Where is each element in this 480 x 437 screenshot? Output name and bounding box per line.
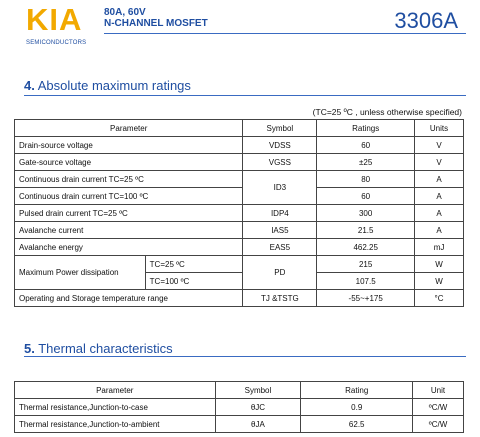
- symbol-cell: VDSS: [243, 137, 317, 154]
- value-cell: 60: [317, 137, 415, 154]
- table-row: [15, 222, 464, 239]
- symbol-cell: IDP4: [243, 205, 317, 222]
- unit-cell: W: [415, 256, 464, 273]
- value-cell: 0.9: [301, 399, 413, 416]
- value-cell: 21.5: [317, 222, 415, 239]
- symbol-cell: EAS5: [243, 239, 317, 256]
- header-rating: Rating: [301, 382, 413, 399]
- company-tagline: SEMICONDUCTORS: [26, 40, 87, 46]
- header-parameter: Parameter: [15, 120, 243, 137]
- table-row: [15, 154, 464, 171]
- param-cell: Drain-source voltage: [15, 137, 243, 154]
- table-row: [15, 399, 464, 416]
- absolute-ratings-table: [14, 119, 464, 307]
- unit-cell: W: [415, 273, 464, 290]
- param-cell: Continuous drain current TC=100 ºC: [15, 188, 243, 205]
- header-divider: [104, 33, 466, 34]
- unit-cell: ºC/W: [413, 416, 464, 433]
- table-row: [15, 239, 464, 256]
- symbol-cell: IAS5: [243, 222, 317, 239]
- param-cell: Thermal resistance,Junction-to-case: [15, 399, 216, 416]
- symbol-cell: PD: [243, 256, 317, 290]
- section-5-heading: Thermal characteristics: [34, 341, 173, 356]
- section-5-title: [24, 341, 173, 356]
- value-cell: 62.5: [301, 416, 413, 433]
- unit-cell: A: [415, 171, 464, 188]
- table-row: [15, 290, 464, 307]
- section-4-number: 4.: [24, 78, 35, 93]
- symbol-cell: θJA: [215, 416, 301, 433]
- table-row: [15, 171, 464, 188]
- symbol-cell: ID3: [243, 171, 317, 205]
- header-parameter: Parameter: [15, 382, 216, 399]
- unit-cell: mJ: [415, 239, 464, 256]
- section-5-divider: [24, 356, 466, 357]
- spec-type: N-CHANNEL MOSFET: [104, 18, 208, 29]
- value-cell: 80: [317, 171, 415, 188]
- unit-cell: ºC/W: [413, 399, 464, 416]
- table-row: [15, 416, 464, 433]
- product-spec: [104, 7, 208, 29]
- header-ratings: Ratings: [317, 120, 415, 137]
- value-cell: 462.25: [317, 239, 415, 256]
- ratings-condition-note: (TC=25 ºC , unless otherwise specified): [312, 107, 462, 117]
- value-cell: 300: [317, 205, 415, 222]
- table-row: [15, 137, 464, 154]
- value-cell: 215: [317, 256, 415, 273]
- header-symbol: Symbol: [243, 120, 317, 137]
- param-cell: Operating and Storage temperature range: [15, 290, 243, 307]
- unit-cell: V: [415, 154, 464, 171]
- unit-cell: °C: [415, 290, 464, 307]
- value-cell: 60: [317, 188, 415, 205]
- param-cell: Pulsed drain current TC=25 ºC: [15, 205, 243, 222]
- table-row: [15, 188, 464, 205]
- section-4-title: [24, 78, 191, 93]
- thermal-table: [14, 381, 464, 433]
- unit-cell: A: [415, 205, 464, 222]
- header-unit: Unit: [413, 382, 464, 399]
- table-header-row: [15, 382, 464, 399]
- unit-cell: A: [415, 222, 464, 239]
- value-cell: ±25: [317, 154, 415, 171]
- section-4-heading: Absolute maximum ratings: [34, 78, 191, 93]
- value-cell: -55~+175: [317, 290, 415, 307]
- symbol-cell: VGSS: [243, 154, 317, 171]
- condition-cell: TC=100 ºC: [145, 273, 243, 290]
- param-cell: Continuous drain current TC=25 ºC: [15, 171, 243, 188]
- spec-rating: 80A, 60V: [104, 7, 146, 18]
- part-number: 3306A: [394, 8, 458, 33]
- table-header-row: [15, 120, 464, 137]
- header-units: Units: [415, 120, 464, 137]
- symbol-cell: TJ &TSTG: [243, 290, 317, 307]
- condition-cell: TC=25 ºC: [145, 256, 243, 273]
- section-4-divider: [24, 95, 466, 96]
- param-cell: Avalanche energy: [15, 239, 243, 256]
- section-5-number: 5.: [24, 341, 35, 356]
- table-row: [15, 256, 464, 273]
- unit-cell: A: [415, 188, 464, 205]
- header-symbol: Symbol: [215, 382, 301, 399]
- param-cell: Maximum Power dissipation: [15, 256, 146, 290]
- table-row: [15, 205, 464, 222]
- param-cell: Gate-source voltage: [15, 154, 243, 171]
- param-cell: Thermal resistance,Junction-to-ambient: [15, 416, 216, 433]
- param-cell: Avalanche current: [15, 222, 243, 239]
- symbol-cell: θJC: [215, 399, 301, 416]
- value-cell: 107.5: [317, 273, 415, 290]
- company-logo: KIA: [26, 2, 83, 37]
- unit-cell: V: [415, 137, 464, 154]
